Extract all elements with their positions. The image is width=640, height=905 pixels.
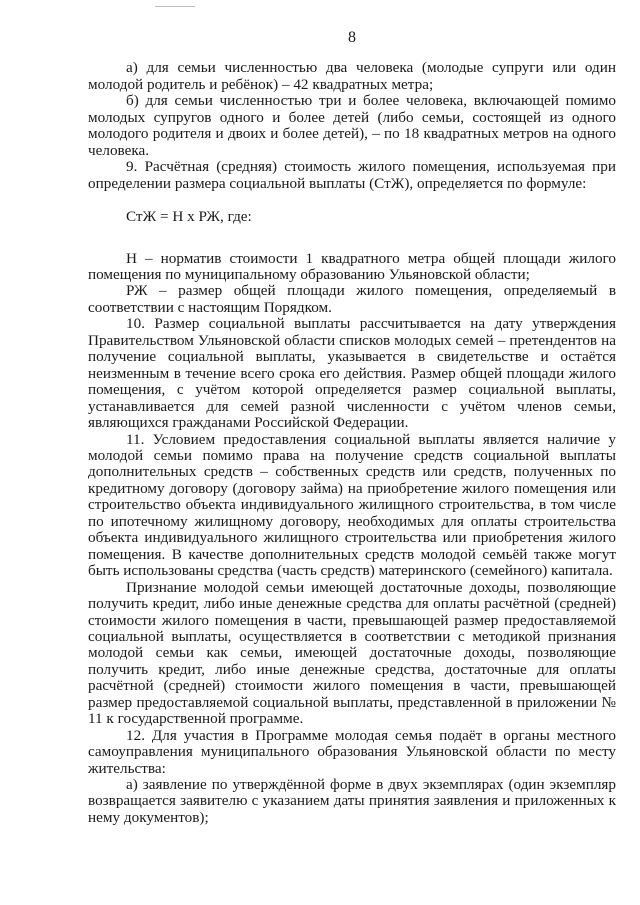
definition-rzh-area: РЖ – размер общей площади жилого помещения, определяемый в соответствии с настоящим Порядком. [88, 282, 616, 316]
clause-12-a-application: а) заявление по утверждённой форме в двух экземплярах (один экземпляр возвращается заявителю с указанием даты принятия заявления и приложенных к нему документов); [88, 776, 616, 826]
clause-a-two-person-family: а) для семьи численностью два человека (молодые супруги или один молодой родитель и ребёнок) – 42 квадратных метра; [88, 59, 616, 93]
clause-9-calculated-cost: 9. Расчётная (средняя) стоимость жилого помещения, используемая при определении размера социальной выплаты (СтЖ), определяется по формуле: [88, 158, 616, 192]
clause-10-payment-size: 10. Размер социальной выплаты рассчитывается на дату утверждения Правительством Ульяновской области списков молодых семей – претендентов на получение социальной выплаты, указывается в свидетельстве и остаётся неизменным в течение всего срока его действия. Размер общей площади жилого помещения, с учётом которой определяется размер социальной выплаты, устанавливается для семей разной численности с учётом членов семьи, являющихся гражданами Российской Федерации. [88, 315, 616, 432]
cost-formula: СтЖ = Н х РЖ, где: [126, 208, 252, 226]
clause-12-participation: 12. Для участия в Программе молодая семья подаёт в органы местного самоуправления муниципального образования Ульяновской области по месту жительства: [88, 726, 616, 777]
page-number: 8 [348, 29, 356, 46]
clause-11-sufficient-income: Признание молодой семьи имеющей достаточные доходы, позволяющие получить кредит, либо иные денежные средства для оплаты расчётной (средней) стоимости жилого помещения в части, превышающей размер предоставляемой социальной выплаты, осуществляется в соответствии с методикой признания молодой семьи как семьи, имеющей достаточные доходы, позволяющие получить кредит, либо иные денежные средства, достаточные для оплаты расчётной (средней) стоимости жилого помещения в части, превышающей размер предоставляемой социальной выплаты, представленной в приложении № 11 к государственной программе. [88, 578, 616, 728]
definition-n-norm: Н – норматив стоимости 1 квадратного метра общей площади жилого помещения по муниципальному образованию Ульяновской области; [88, 249, 616, 283]
clause-b-three-plus-family: б) для семьи численностью три и более человека, включающей помимо молодых супругов одного и более детей (либо семьи, состоящей из одного молодого родителя и двоих и более детей), – по 18 квадратных метров на одного человека. [88, 92, 616, 159]
clause-11-payment-condition: 11. Условием предоставления социальной выплаты является наличие у молодой семьи помимо права на получение средств социальной выплаты дополнительных средств – собственных средств или средств, полученных по кредитному договору (договору займа) на приобретение жилого помещения или строительство объекта индивидуального жилищного строительства, в том числе по ипотечному жилищному договору, необходимых для оплаты строительства объекта индивидуального жилищного строительства или приобретения жилого помещения. В качестве дополнительных средств молодой семьёй также могут быть использованы средства (часть средств) материнского (семейного) капитала. [88, 430, 616, 580]
document-page [88, 30, 616, 826]
scan-artifact [155, 6, 195, 7]
